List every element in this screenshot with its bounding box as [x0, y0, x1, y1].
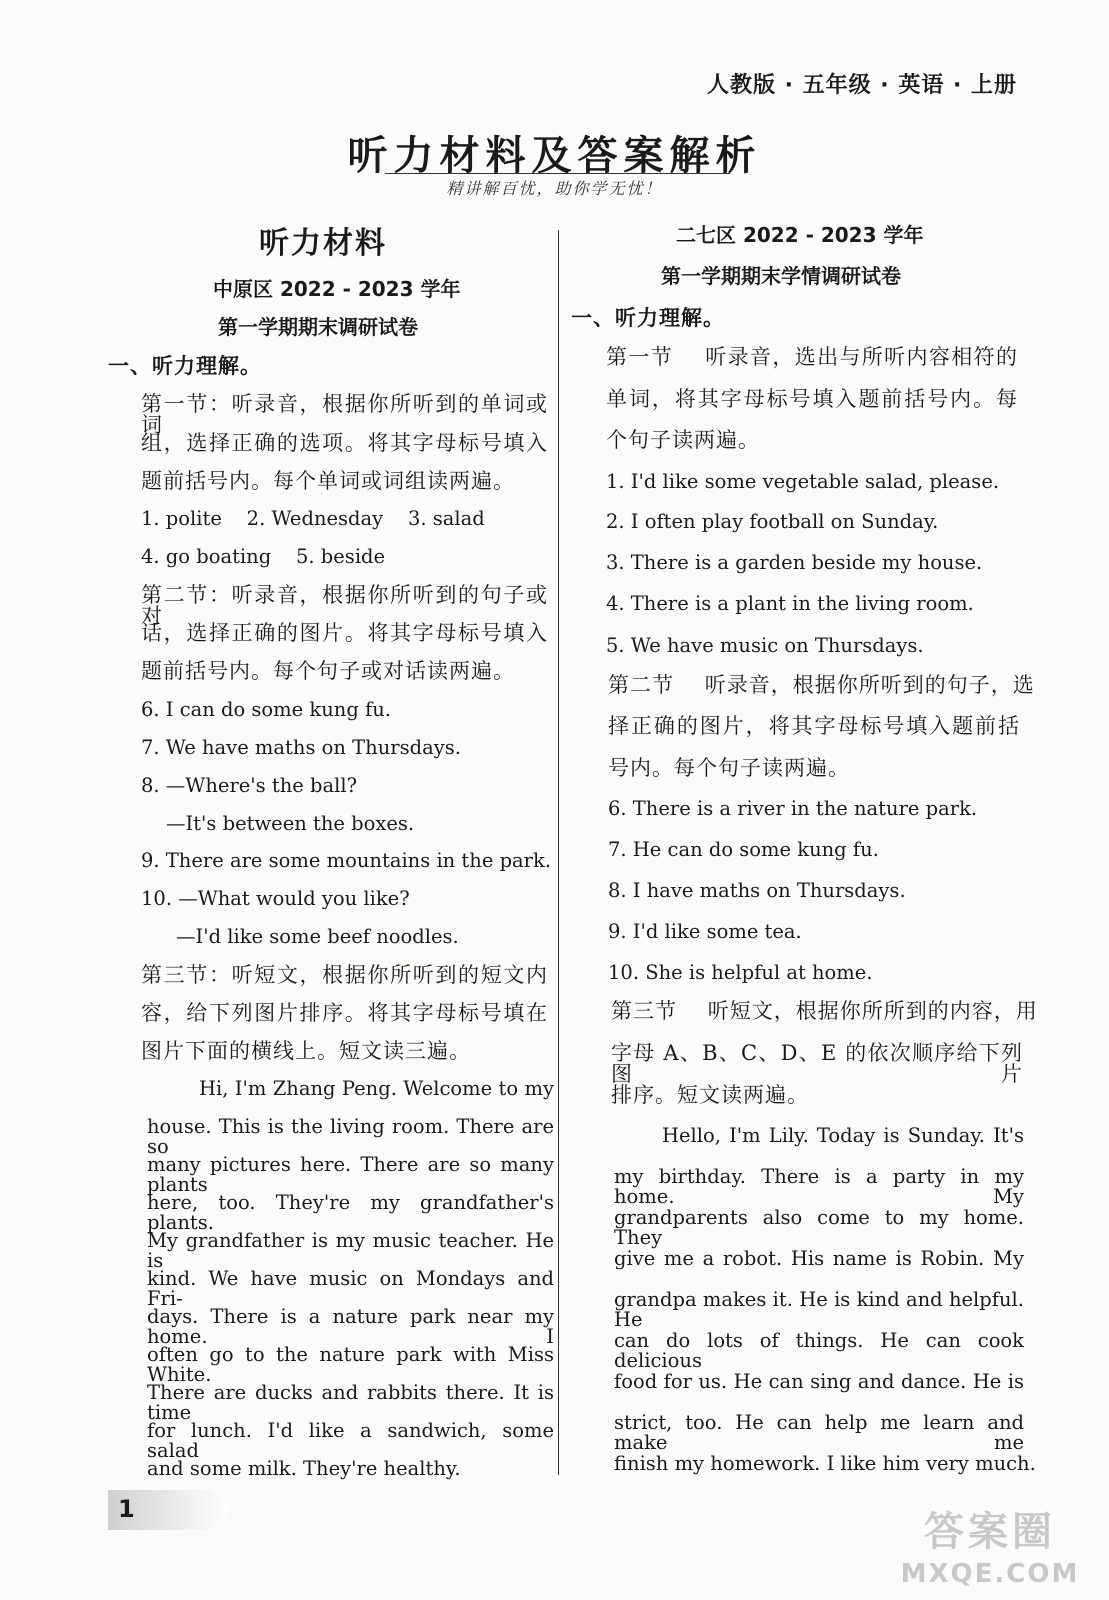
right-line: 2. I often play football on Sunday. [606, 510, 939, 533]
right-line: 排序。短文读两遍。 [611, 1083, 809, 1107]
left-line: 10. —What would you like? [141, 887, 410, 910]
left-line: 图片下面的横线上。短文读三遍。 [141, 1039, 471, 1063]
left-line: 8. —Where's the ball? [141, 774, 358, 797]
right-line: finish my homework. I like him very much. [614, 1452, 1036, 1475]
right-line: my birthday. There is a party in my home. My [614, 1165, 1024, 1208]
left-exam-title-1: 中原区 2022 - 2023 学年 [213, 277, 461, 301]
right-line: 择正确的图片，将其字母标号填入题前括 [608, 714, 1020, 738]
left-line: days. There is a nature park near my home. I [147, 1305, 554, 1348]
left-line: —It's between the boxes. [166, 812, 415, 835]
right-line: 3. There is a garden beside my house. [606, 551, 983, 574]
left-line: 题前括号内。每个句子或对话读两遍。 [141, 659, 515, 683]
left-line: for lunch. I'd like a sandwich, some salad [147, 1419, 554, 1462]
left-line: 第一节：听录音，根据你所听到的单词或词 [141, 392, 548, 437]
left-line: 话，选择正确的图片。将其字母标号填入 [141, 621, 548, 645]
left-line: often go to the nature park with Miss White. [147, 1343, 554, 1386]
right-exam-title-1: 二七区 2022 - 2023 学年 [676, 223, 924, 247]
right-line: 5. We have music on Thursdays. [606, 634, 924, 657]
right-line: grandpa makes it. He is kind and helpful. He [614, 1288, 1024, 1331]
right-line: 4. There is a plant in the living room. [606, 592, 974, 615]
right-line: 第三节 听短文，根据你所所到的内容，用 [611, 999, 1038, 1023]
left-line: There are ducks and rabbits there. It is time [147, 1381, 554, 1424]
left-exam-title-2: 第一学期期末调研试卷 [218, 315, 418, 339]
title-rule [385, 173, 730, 174]
left-line: 9. There are some mountains in the park. [141, 849, 552, 872]
right-part-heading: 一、听力理解。 [571, 306, 725, 330]
right-line: give me a robot. His name is Robin. My [614, 1247, 1024, 1270]
right-line: 第一节 听录音，选出与所听内容相符的 [606, 345, 1018, 369]
right-line: 1. I'd like some vegetable salad, please. [606, 470, 1000, 493]
left-line: 组，选择正确的选项。将其字母标号填入 [141, 431, 548, 455]
left-line: —I'd like some beef noodles. [176, 925, 459, 948]
left-line: here, too. They're my grandfather's plants. [147, 1191, 554, 1234]
left-line: house. This is the living room. There are so [147, 1115, 554, 1158]
left-part-heading: 一、听力理解。 [108, 354, 262, 378]
left-line: 7. We have maths on Thursdays. [141, 736, 461, 759]
left-section-title: 听力材料 [259, 226, 387, 261]
page-title: 听力材料及答案解析 [347, 133, 762, 179]
tagline: 精讲解百忧，助你学无忧！ [446, 179, 663, 198]
right-line: strict, too. He can help me learn and make me [614, 1411, 1024, 1454]
page-number: 1 [118, 1495, 135, 1523]
left-line: kind. We have music on Mondays and Fri- [147, 1267, 554, 1310]
right-line: 个句子读两遍。 [606, 428, 760, 452]
right-line: 号内。每个句子读两遍。 [608, 756, 850, 780]
left-line: many pictures here. There are so many plants [147, 1153, 554, 1196]
edition-tag: 人教版 · 五年级 · 英语 · 上册 [706, 73, 1017, 98]
left-line: 容，给下列图片排序。将其字母标号填在 [141, 1001, 548, 1025]
right-line: 10. She is helpful at home. [608, 961, 873, 984]
left-line: Hi, I'm Zhang Peng. Welcome to my [199, 1077, 554, 1100]
right-line: 第二节 听录音，根据你所听到的句子，选 [608, 673, 1035, 697]
right-line: 单词，将其字母标号填入题前括号内。每 [606, 387, 1018, 411]
left-line: 第二节：听录音，根据你所听到的句子或对 [141, 583, 548, 628]
watermark-text: 答案圈 [924, 1509, 1056, 1555]
watermark-url: MXQE.COM [900, 1559, 1080, 1589]
left-line: 6. I can do some kung fu. [141, 698, 391, 721]
right-line: Hello, I'm Lily. Today is Sunday. It's [662, 1124, 1024, 1147]
right-line: 字母 A、B、C、D、E 的依次顺序给下列图片 [611, 1041, 1023, 1086]
right-line: food for us. He can sing and dance. He is [614, 1370, 1024, 1393]
right-line: 7. He can do some kung fu. [608, 838, 879, 861]
left-line: 1. polite 2. Wednesday 3. salad [141, 507, 485, 530]
left-line: 题前括号内。每个单词或词组读两遍。 [141, 469, 515, 493]
right-line: 6. There is a river in the nature park. [608, 797, 978, 820]
right-line: 8. I have maths on Thursdays. [608, 879, 906, 902]
right-line: 9. I'd like some tea. [608, 920, 802, 943]
left-line: My grandfather is my music teacher. He is [147, 1229, 554, 1272]
watermark-logo [880, 1500, 1100, 1589]
column-divider [558, 230, 559, 1475]
right-exam-title-2: 第一学期期末学情调研试卷 [661, 264, 901, 288]
left-line: 4. go boating 5. beside [141, 545, 386, 568]
left-line: and some milk. They're healthy. [147, 1457, 461, 1480]
right-line: grandparents also come to my home. They [614, 1206, 1024, 1249]
left-line: 第三节：听短文，根据你所听到的短文内 [141, 963, 548, 987]
right-line: can do lots of things. He can cook delicious [614, 1329, 1024, 1372]
